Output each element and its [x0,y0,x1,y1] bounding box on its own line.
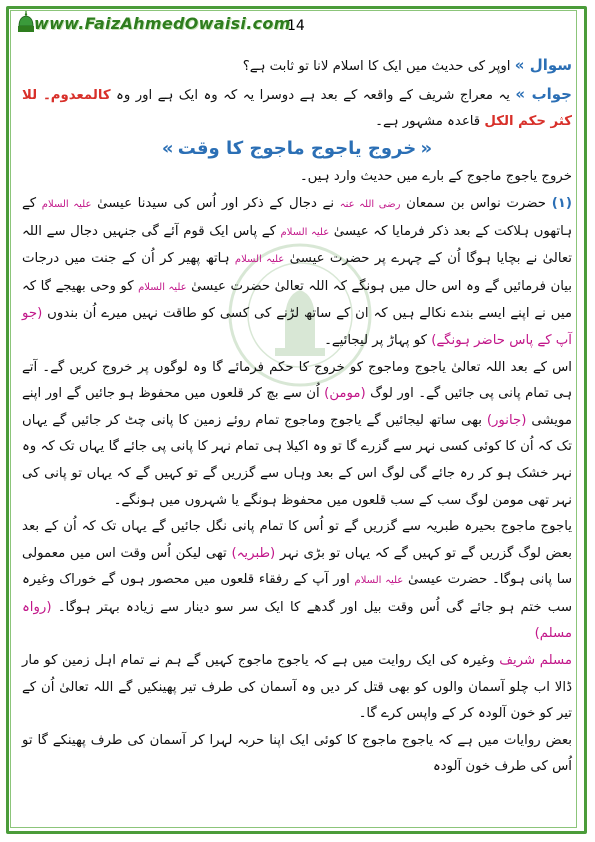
section-title: خروج یاجوج ماجوج کا وقت [177,137,417,159]
hadith-text: کے ہاتھوں ہلاکت کے بعد ذکر فرمایا کہ عیسیٰ [22,195,572,239]
hadith-text: کو پہاڑ پر لیجائیے۔ [324,332,427,348]
honorific-as: علیہ السلام [41,198,92,210]
answer-label: جواب » [515,84,572,103]
paragraph-muslim [22,648,572,728]
page-header [12,6,312,34]
hadith-text: نے دجال کے ذکر اور اُس کی سیدنا عیسیٰ [97,195,335,211]
answer-text: یہ معراج شریف کے واقعہ کے بعد ہے دوسرا یہ کہ وہ ایک ہے اور وہ [116,87,510,103]
question-line [22,52,572,81]
hadith-paragraph [22,191,572,355]
paragraph-text: بھی ساتھ لیجائیں گے یاجوج وماجوج تمام روئے زمین کا پانی چٹ کر جائیں گے یہاں تک کہ اُن کا کوئی کسی نہر سے گزرے گا تو وہ اکیلا ہی تمام نہر کا پانی پی جائے گا یہاں تک کہ وہ نہر خشک ہو کر رہ جائے گی لوگ اس کے بعد وہاں سے گزریں گے تو کہیں گے کہ یہاں تو پانی کی نہر تھی مومن لوگ سب کے سب قلعوں میں محفوظ ہونگے یا شہروں میں ہونگے۔ [22,412,572,508]
answer-maxim: کالمعدوم۔ للا کثر حکم الکل [22,87,572,130]
question-label: سوال » [514,56,572,74]
hadith-text: کے پاس ایک قوم آئے گی جنہیں دجال سے اللہ تعالیٰ نے بچایا ہوگا اُن کے چہرے پر حضرت عیسیٰ [22,223,572,267]
intro-line: خروج یاجوج ماجوج کے بارے میں حدیث وارد ہیں۔ [299,169,572,185]
mosque-dome-icon [16,10,36,34]
honorific-as: علیہ السلام [280,226,330,238]
page-number: 14 [287,18,305,34]
honorific-ra: رضی اللہ عنہ [339,198,401,210]
paragraph-text: وغیرہ کی ایک روایت میں ہے کہ یاجوج ماجوج کہیں گے ہم نے تمام اہل زمین کو مار ڈالا اب چلو آسمان والوں کو بھی قتل کر دیں وہ آسمان کی طرف تیر پھینکیں گے اللہ تعالیٰ اُن کے تیر کو خون آلودہ کر کے واپس کرے گا۔ [22,653,572,722]
hadith-text: ہاتھ پھیر کر اُن کے جنت میں درجات بیان فرمائیں گے وہ اس حال میں ہونگے کہ اللہ تعالیٰ حضرت عیسیٰ [22,251,572,294]
section-heading: « خروج یاجوج ماجوج کا وقت » [161,137,433,159]
source-muslim: مسلم شریف [499,653,572,669]
paragraph-text: اور آپ کے رفقاء قلعوں میں محصور ہوں گے خوراک وغیرہ سب ختم ہو جائے گی اُس وقت بیل اور گدھے کا ایک سر سو دینار سے زیادہ بہتر ہوگا۔ [22,572,572,615]
paragraph-text: یاجوج ماجوج بحیرہ طبریہ سے گزریں گے تو اُس کا تمام پانی نگل جائیں گے یہاں تک کہ اُن کے بعد بعض لوگ گزریں گے تو کہیں گے کہ یہاں تو بڑی نہر [22,519,572,561]
site-url-link[interactable]: www.FaizAhmedOwaisi.com [34,14,291,33]
answer-paragraph [22,81,572,136]
honorific-as: علیہ السلام [354,575,404,587]
hadith-text: کو وحی بھیجے گا کہ میں نے اپنے ایسے بندے نکالے ہیں کہ ان کے ساتھ لڑنے کی کسی کو طاقت نہیں میرے اُن بندوں [22,278,572,322]
question-text: اوپر کی حدیث میں ایک کا اسلام لانا تو ثابت ہے؟ [242,59,511,74]
honorific-as: علیہ السلام [234,254,285,266]
paragraph-tabariya [22,514,572,648]
hadith-reference: (رواہ مسلم) [22,599,572,642]
paragraph-text: اس کے بعد اللہ تعالیٰ یاجوج وماجوج کو خروج کا حکم فرمائے گا وہ لوگوں پر خروج کریں گے۔ آتے ہی تمام پانی پی جائیں گے۔ اور لوگ [22,359,572,402]
paragraph-text: تھی لیکن اُس وقت اس میں معمولی سا پانی ہوگا۔ حضرت عیسیٰ [22,545,572,588]
hadith-text: حضرت نواس بن سمعان [406,195,547,211]
hadith-number: (۱) [551,195,572,211]
bracketed-tabariya: (طبریہ) [231,545,276,561]
paragraph-narrations: بعض روایات میں ہے کہ یاجوج ماجوج کا کوئی ایک اپنا حربہ لہرا کر آسمان کی طرف پھینکے گا تو اُس کی طرف خون آلودہ [22,732,572,775]
answer-text-end: قاعدہ مشہور ہے۔ [375,114,481,130]
bracketed-note: (جو آپ کے پاس حاضر ہونگے) [22,306,572,348]
bracketed-janwar: (جانور) [486,412,527,428]
paragraph-water [22,355,572,515]
paragraph-text: اُن سے بچ کر قلعوں میں محفوظ ہو جائیں گے اور اپنے مویشی [22,386,572,428]
document-body [22,52,572,781]
honorific-as: علیہ السلام [138,281,187,293]
bracketed-momin: (مومن) [324,386,366,402]
